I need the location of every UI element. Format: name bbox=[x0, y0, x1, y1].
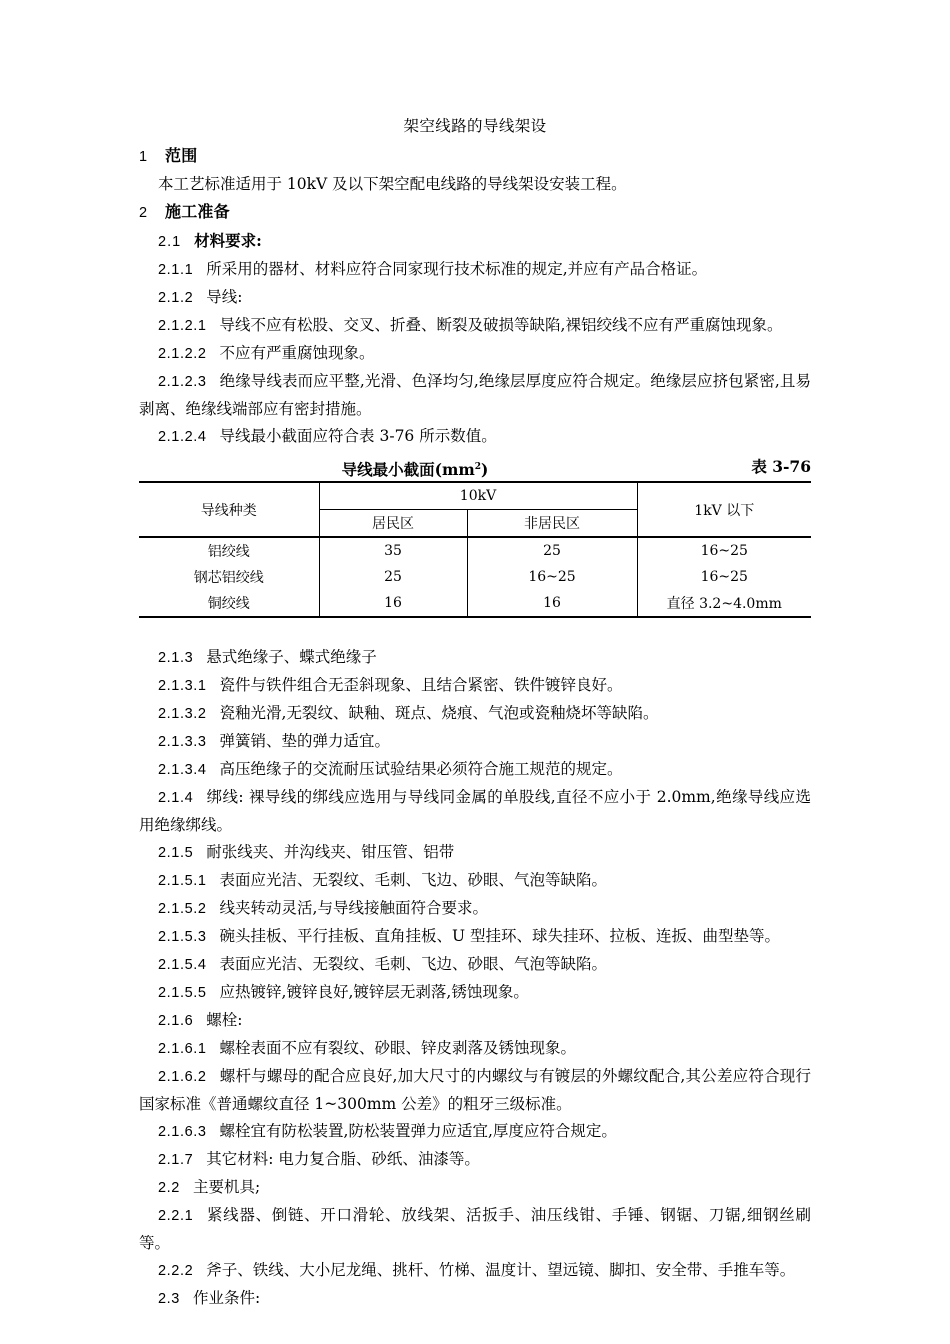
paragraph-2-1-2-3 bbox=[139, 368, 811, 423]
minimum-conductor-section-table bbox=[139, 481, 811, 618]
table-caption-superscript: 2 bbox=[474, 462, 482, 472]
paragraph-2-1-6-3-number: 2.1.6.3 bbox=[158, 1124, 207, 1140]
heading-2-1-label: 材料要求: bbox=[194, 231, 262, 250]
table-caption-tail: ) bbox=[481, 460, 489, 480]
paragraph-2-1-2-4-text: 导线最小截面应符合表 3-76 所示数值。 bbox=[219, 427, 497, 445]
cell-nonresidential: 16 bbox=[467, 590, 637, 617]
heading-2-preparation bbox=[139, 198, 811, 227]
paragraph-2-1-3-2-number: 2.1.3.2 bbox=[158, 706, 207, 722]
paragraph-2-1-5-1-number: 2.1.5.1 bbox=[158, 873, 207, 889]
page-title: 架空线路的导线架设 bbox=[403, 117, 547, 135]
paragraph-2-1-5-3-number: 2.1.5.3 bbox=[158, 929, 207, 945]
paragraph-2-1-2-2-text: 不应有严重腐蚀现象。 bbox=[219, 344, 375, 362]
cell-nonresidential: 25 bbox=[467, 537, 637, 564]
paragraph-2-1-4-text: 绑线: 裸导线的绑线应选用与导线同金属的单股线,直径不应小于 2.0mm,绝缘导线应选用绝缘绑线。 bbox=[139, 788, 811, 834]
paragraph-2-1-2-number: 2.1.2 bbox=[158, 290, 194, 306]
paragraph-2-1-4 bbox=[139, 784, 811, 839]
table-header-low-voltage: 1kV 以下 bbox=[637, 482, 811, 537]
paragraph-2-1-2-4 bbox=[139, 423, 811, 451]
table-header-kind: 导线种类 bbox=[139, 482, 319, 537]
paragraph-2-1-1-text: 所采用的器材、材料应符合同家现行技术标准的规定,并应有产品合格证。 bbox=[206, 260, 708, 278]
heading-1-number: 1 bbox=[139, 149, 148, 165]
paragraph-2-1-3-3-text: 弹簧销、垫的弹力适宜。 bbox=[219, 732, 391, 750]
paragraph-2-1-7-text: 其它材料: 电力复合脂、砂纸、油漆等。 bbox=[206, 1150, 480, 1168]
paragraph-2-1-5-3-text: 碗头挂板、平行挂板、直角挂板、U 型挂环、球失挂环、拉板、连扳、曲型垫等。 bbox=[219, 927, 781, 945]
table-row bbox=[139, 564, 811, 590]
table-number-label: 表 3-76 bbox=[751, 457, 811, 476]
paragraph-2-1-7 bbox=[139, 1146, 811, 1174]
heading-2-3-label: 作业条件: bbox=[192, 1289, 261, 1307]
table-header-residential: 居民区 bbox=[319, 510, 467, 538]
paragraph-2-1-2-4-number: 2.1.2.4 bbox=[158, 429, 207, 445]
paragraph-2-1-5 bbox=[139, 839, 811, 867]
cell-kind: 铜绞线 bbox=[139, 590, 319, 617]
cell-kind: 钢芯铝绞线 bbox=[139, 564, 319, 590]
paragraph-2-1-2-2 bbox=[139, 340, 811, 368]
paragraph-2-1-3-text: 悬式绝缘子、蝶式绝缘子 bbox=[206, 648, 377, 666]
heading-2-2-main-tools bbox=[139, 1174, 811, 1202]
paragraph-2-1-6 bbox=[139, 1007, 811, 1035]
cell-low-voltage: 16~25 bbox=[700, 569, 748, 585]
paragraph-2-1-3-1-number: 2.1.3.1 bbox=[158, 678, 207, 694]
paragraph-2-1-3-3-number: 2.1.3.3 bbox=[158, 734, 207, 750]
paragraph-2-1-5-text: 耐张线夹、并沟线夹、钳压管、铝带 bbox=[206, 843, 455, 861]
paragraph-scope-body: 本工艺标准适用于 10kV 及以下架空配电线路的导线架设安装工程。 bbox=[158, 175, 627, 193]
paragraph-2-1-2-3-text: 绝缘导线表而应平整,光滑、色泽均匀,绝缘层厚度应符合规定。绝缘层应挤包紧密,且易剥离、绝缘线端部应有密封措施。 bbox=[139, 372, 811, 418]
paragraph-2-1-5-1-text: 表面应光洁、无裂纹、毛刺、飞边、砂眼、气泡等缺陷。 bbox=[219, 871, 608, 889]
document-content bbox=[139, 112, 811, 1313]
table-header-10kv-group: 10kV bbox=[319, 482, 637, 510]
paragraph-2-1-1 bbox=[139, 256, 811, 284]
paragraph-2-1-5-1 bbox=[139, 867, 811, 895]
paragraph-2-1-6-text: 螺栓: bbox=[206, 1011, 243, 1029]
paragraph-2-1-6-1 bbox=[139, 1035, 811, 1063]
heading-2-3-working-conditions bbox=[139, 1285, 811, 1313]
table-header-nonresidential: 非居民区 bbox=[467, 510, 637, 538]
paragraph-2-1-6-1-number: 2.1.6.1 bbox=[158, 1041, 207, 1057]
paragraph-2-1-5-2-text: 线夹转动灵活,与导线接触面符合要求。 bbox=[219, 899, 488, 917]
paragraph-2-1-2-1-number: 2.1.2.1 bbox=[158, 318, 207, 334]
paragraph-2-1-3-4-number: 2.1.3.4 bbox=[158, 762, 207, 778]
cell-residential: 35 bbox=[319, 537, 467, 564]
cell-low-voltage: 16~25 bbox=[637, 537, 811, 564]
paragraph-2-1-5-2 bbox=[139, 895, 811, 923]
paragraph-2-1-7-number: 2.1.7 bbox=[158, 1152, 194, 1168]
paragraph-2-1-5-4 bbox=[139, 951, 811, 979]
paragraph-2-1-5-number: 2.1.5 bbox=[158, 845, 194, 861]
paragraph-2-1-4-number: 2.1.4 bbox=[158, 790, 194, 806]
paragraph-2-1-6-3 bbox=[139, 1118, 811, 1146]
table-bottom-spacer bbox=[139, 618, 811, 644]
cell-kind: 铝绞线 bbox=[139, 537, 319, 564]
paragraph-2-1-3-1-text: 瓷件与铁件组合无歪斜现象、且结合紧密、铁件镀锌良好。 bbox=[219, 676, 623, 694]
paragraph-2-1-3-2 bbox=[139, 700, 811, 728]
paragraph-2-1-2-2-number: 2.1.2.2 bbox=[158, 346, 207, 362]
heading-1-scope bbox=[139, 142, 811, 171]
table-row bbox=[139, 537, 811, 564]
cell-residential: 16 bbox=[319, 590, 467, 617]
paragraph-2-2-1-number: 2.2.1 bbox=[158, 1208, 194, 1224]
paragraph-2-2-2 bbox=[139, 1257, 811, 1285]
heading-2-2-number: 2.2 bbox=[158, 1180, 180, 1196]
paragraph-2-2-2-number: 2.2.2 bbox=[158, 1263, 194, 1279]
paragraph-2-1-5-2-number: 2.1.5.2 bbox=[158, 901, 207, 917]
paragraph-2-1-3-number: 2.1.3 bbox=[158, 650, 194, 666]
paragraph-2-2-2-text: 斧子、铁线、大小尼龙绳、挑杆、竹梯、温度计、望远镜、脚扣、安全带、手推车等。 bbox=[206, 1261, 796, 1279]
paragraph-2-2-1 bbox=[139, 1202, 811, 1257]
cell-low-voltage: 直径 3.2~4.0mm bbox=[637, 590, 811, 617]
paragraph-2-1-2-3-number: 2.1.2.3 bbox=[158, 374, 207, 390]
paragraph-2-1-1-number: 2.1.1 bbox=[158, 262, 194, 278]
table-caption bbox=[139, 453, 811, 484]
paragraph-2-1-5-5-number: 2.1.5.5 bbox=[158, 985, 207, 1001]
heading-2-3-number: 2.3 bbox=[158, 1291, 180, 1307]
paragraph-2-1-3-4-text: 高压绝缘子的交流耐压试验结果必须符合施工规范的规定。 bbox=[219, 760, 623, 778]
heading-1-label: 范围 bbox=[165, 146, 198, 165]
heading-2-number: 2 bbox=[139, 205, 148, 221]
heading-2-label: 施工准备 bbox=[165, 202, 230, 221]
table-header-row-group bbox=[139, 482, 811, 510]
table-row bbox=[139, 590, 811, 617]
table-caption-row bbox=[139, 453, 811, 481]
paragraph-2-1-6-2-number: 2.1.6.2 bbox=[158, 1069, 207, 1085]
paragraph-2-1-6-3-text: 螺栓宜有防松装置,防松装置弹力应适宜,厚度应符合规定。 bbox=[219, 1122, 617, 1140]
paragraph-2-1-2 bbox=[139, 284, 811, 312]
paragraph-2-1-6-number: 2.1.6 bbox=[158, 1013, 194, 1029]
paragraph-2-1-2-text: 导线: bbox=[206, 288, 243, 306]
paragraph-2-1-5-4-number: 2.1.5.4 bbox=[158, 957, 207, 973]
paragraph-2-1-5-5 bbox=[139, 979, 811, 1007]
heading-2-2-label: 主要机具; bbox=[192, 1178, 261, 1196]
heading-2-1-materials bbox=[139, 227, 811, 256]
paragraph-2-1-5-3 bbox=[139, 923, 811, 951]
paragraph-2-1-6-2-text: 螺杆与螺母的配合应良好,加大尺寸的内螺纹与有镀层的外螺纹配合,其公差应符合现行国家标准《普通螺纹直径 1~300mm 公差》的粗牙三级标准。 bbox=[139, 1067, 811, 1113]
cell-residential: 25 bbox=[319, 564, 467, 590]
paragraph-2-1-2-1 bbox=[139, 312, 811, 340]
paragraph-2-1-6-2 bbox=[139, 1063, 811, 1118]
paragraph-2-1-3-2-text: 瓷釉光滑,无裂纹、缺釉、斑点、烧痕、气泡或瓷釉烧坏等缺陷。 bbox=[219, 704, 659, 722]
paragraph-2-1-5-5-text: 应热镀锌,镀锌良好,镀锌层无剥落,锈蚀现象。 bbox=[219, 983, 529, 1001]
paragraph-2-1-2-1-text: 导线不应有松股、交叉、折叠、断裂及破损等缺陷,裸铝绞线不应有严重腐蚀现象。 bbox=[219, 316, 783, 334]
paragraph-2-1-3-4 bbox=[139, 756, 811, 784]
cell-nonresidential: 16~25 bbox=[467, 564, 637, 590]
paragraph-2-1-6-1-text: 螺栓表面不应有裂纹、砂眼、锌皮剥落及锈蚀现象。 bbox=[219, 1039, 577, 1057]
paragraph-2-1-3-3 bbox=[139, 728, 811, 756]
paragraph-2-1-3 bbox=[139, 644, 811, 672]
paragraph-2-1-3-1 bbox=[139, 672, 811, 700]
table-caption-main: 导线最小截面(mm bbox=[341, 460, 475, 480]
heading-2-1-number: 2.1 bbox=[158, 234, 182, 250]
paragraph-2-1-5-4-text: 表面应光洁、无裂纹、毛刺、飞边、砂眼、气泡等缺陷。 bbox=[219, 955, 608, 973]
paragraph-2-2-1-text: 紧线器、倒链、开口滑轮、放线架、活扳手、油压线钳、手锤、钢锯、刀锯,细钢丝刷等。 bbox=[139, 1206, 811, 1252]
